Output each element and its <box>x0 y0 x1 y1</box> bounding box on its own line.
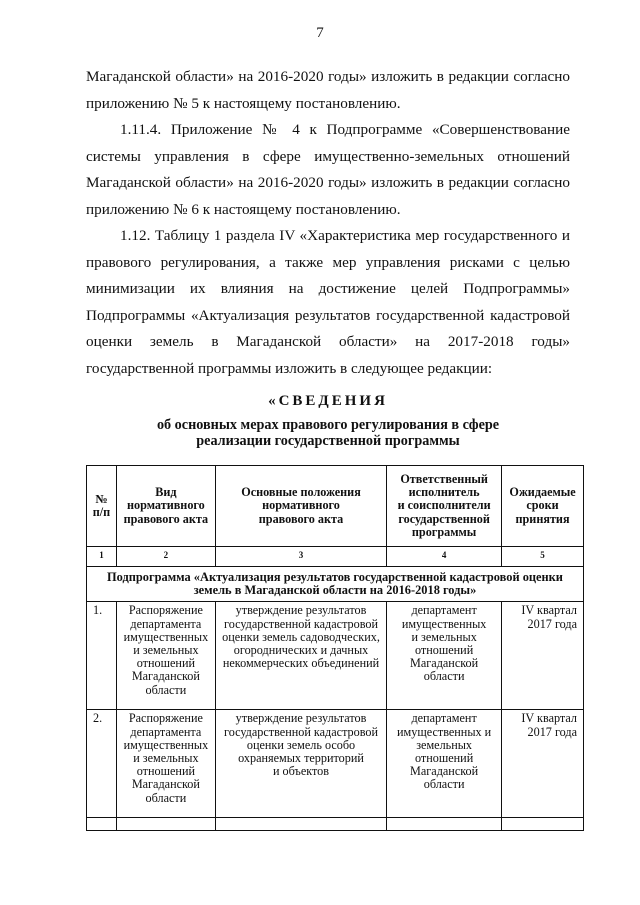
table-row <box>87 602 584 710</box>
empty-cell <box>87 818 117 831</box>
empty-cell <box>116 818 215 831</box>
column-number: 1 <box>87 547 117 567</box>
subprogram-title: Подпрограмма «Актуализация результатов государственной кадастровой оценки земель в Магаданской области на 2016-2018 годы» <box>87 567 584 602</box>
column-number: 3 <box>215 547 386 567</box>
paragraph-line: оценки земель в Магаданской области» на 2017-2018 годы» <box>86 333 570 350</box>
row-provisions: утверждение результатов государственной кадастровой оценки земель особо охраняемых территорий и объектов <box>215 710 386 818</box>
subprogram-row <box>87 567 584 602</box>
row-num: 1. <box>87 602 117 710</box>
row-deadline: IV квартал 2017 года <box>502 602 584 710</box>
paragraph-line: 1.12. Таблицу 1 раздела IV «Характеристика мер государственного и <box>120 227 570 244</box>
table-row <box>87 710 584 818</box>
table-trailing-row <box>87 818 584 831</box>
paragraph-2 <box>86 117 570 223</box>
section-title: «СВЕДЕНИЯ <box>268 393 388 409</box>
row-act-type: Распоряжение департамента имущественных и земельных отношений Магаданской области <box>116 710 215 818</box>
header-deadline: Ожидаемые сроки принятия <box>502 466 584 547</box>
paragraph-line: 1.11.4. Приложение № 4 к Подпрограмме «Совершенствование <box>120 121 570 138</box>
column-number: 2 <box>116 547 215 567</box>
measures-table <box>86 465 584 831</box>
empty-cell <box>387 818 502 831</box>
paragraph-line: Подпрограммы «Актуализация результатов государственной кадастровой <box>86 306 570 324</box>
row-num: 2. <box>87 710 117 818</box>
row-executor: департамент имущественных и земельных отношений Магаданской области <box>387 710 502 818</box>
paragraph-line: Магаданской области» на 2016-2020 годы» изложить в редакции согласно <box>86 174 570 191</box>
paragraph-line: правового регулирования, а также мер управления рисками с целью <box>86 253 570 271</box>
column-number: 4 <box>387 547 502 567</box>
empty-cell <box>215 818 386 831</box>
table-header-row <box>87 466 584 547</box>
empty-cell <box>502 818 584 831</box>
header-provisions: Основные положения нормативного правового акта <box>215 466 386 547</box>
header-executor: Ответственный исполнитель и соисполнители государственной программы <box>387 466 502 547</box>
row-provisions: утверждение результатов государственной кадастровой оценки земель садоводческих, огороднических и дачных некоммерческих объединений <box>215 602 386 710</box>
row-deadline: IV квартал 2017 года <box>502 710 584 818</box>
row-act-type: Распоряжение департамента имущественных и земельных отношений Магаданской области <box>116 602 215 710</box>
paragraph-1 <box>86 64 570 117</box>
page-number: 7 <box>316 25 324 41</box>
paragraph-line: государственной программы изложить в следующее редакции: <box>86 359 493 377</box>
column-number: 5 <box>502 547 584 567</box>
paragraph-line: приложению № 6 к настоящему постановлению. <box>86 200 401 218</box>
column-number-row <box>87 547 584 567</box>
paragraph-line: приложению № 5 к настоящему постановлению. <box>86 94 401 112</box>
paragraph-line: системы управления в сфере имущественно-земельных отношений <box>86 147 570 165</box>
paragraph-line: Магаданской области» на 2016-2020 годы» изложить в редакции согласно <box>86 68 570 85</box>
paragraph-line: минимизации их влияния на достижение целей Подпрограммы» <box>86 280 570 297</box>
header-act-type: Вид нормативного правового акта <box>116 466 215 547</box>
row-executor: департамент имущественных и земельных отношений Магаданской области <box>387 602 502 710</box>
section-subtitle: об основных мерах правового регулирования в сфере реализации государственной программы <box>156 417 500 449</box>
paragraph-3 <box>86 223 570 382</box>
header-num: № п/п <box>87 466 117 547</box>
